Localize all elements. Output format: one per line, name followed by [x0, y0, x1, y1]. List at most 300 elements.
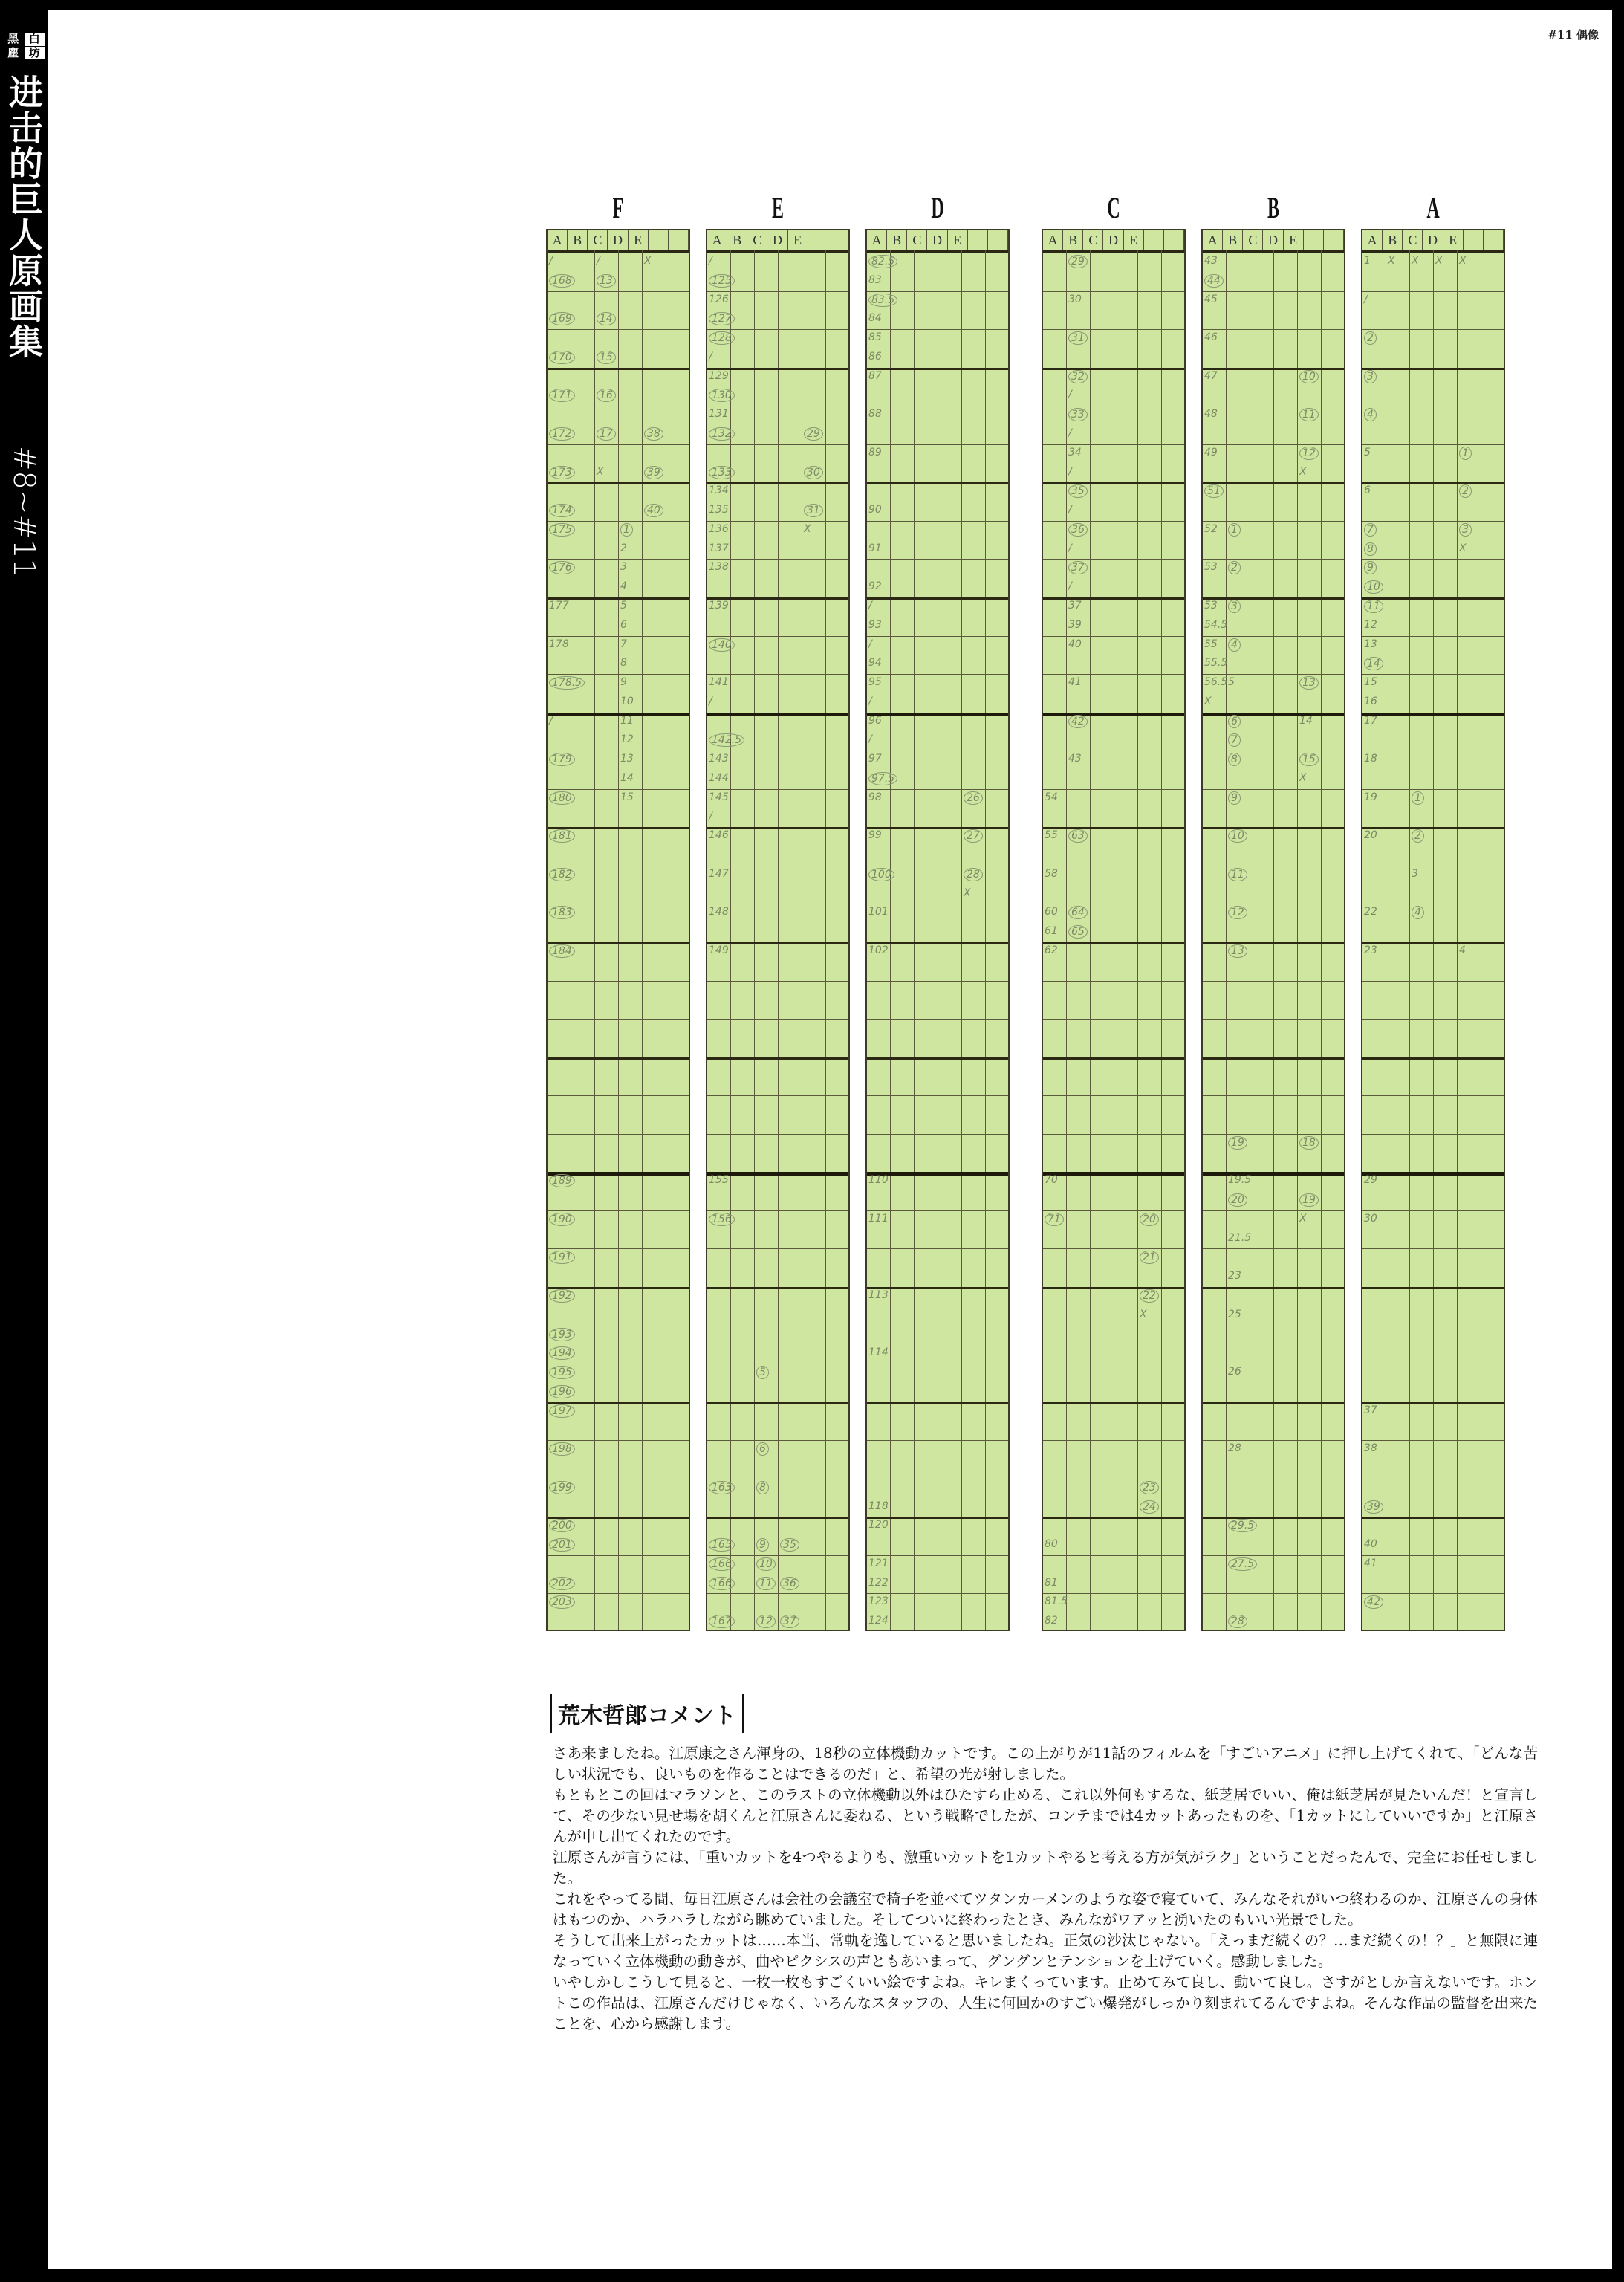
grid-row-line [867, 1555, 1008, 1556]
pencil-annotation: 180 [549, 791, 575, 805]
pencil-annotation: / [1068, 580, 1072, 593]
pencil-annotation: X [1299, 465, 1307, 478]
grid-row-line [1043, 1248, 1184, 1249]
column-header: B [1383, 230, 1403, 250]
pencil-annotation: 5 [620, 600, 627, 612]
book-spine [0, 0, 48, 2282]
sheet-label: F [612, 191, 624, 224]
column-header: A [1362, 230, 1383, 250]
pencil-annotation: 29 [1364, 1174, 1377, 1187]
grid-row-line [867, 713, 1008, 716]
pencil-annotation: / [1068, 504, 1072, 516]
pencil-annotation: 15 [620, 791, 634, 803]
pencil-annotation: 7 [620, 638, 627, 650]
pencil-annotation: 32 [1068, 370, 1088, 383]
grid-row-line [707, 1095, 848, 1096]
pencil-annotation: 2 [1228, 561, 1241, 574]
comment-paragraph: これをやってる間、毎日江原さんは会社の会議室で椅子を並べてツタンカーメンのような姿で寝ていて、みんなそれがいつ終わるのか、江原さんの身体はもつのか、ハラハラしながら眺めていました。そしてついに終わったとき、みんながワアッと湧いたのもいい光景でした。 [553, 1890, 1538, 1928]
pencil-annotation: 51 [1204, 484, 1224, 498]
pencil-annotation: 140 [709, 638, 735, 652]
pencil-annotation: 82.5 [868, 255, 897, 268]
grid-row-line [548, 1440, 689, 1441]
pencil-annotation: 2 [1459, 484, 1472, 498]
column-header [1484, 230, 1504, 250]
grid-row-line [548, 521, 689, 522]
pencil-annotation: 3 [1412, 867, 1418, 880]
grid-row-line [548, 789, 689, 790]
pencil-annotation: / [709, 695, 712, 707]
pencil-annotation: 168 [549, 274, 575, 288]
comment-section [542, 1694, 1538, 2035]
grid-row-line [1043, 1440, 1184, 1441]
grid-row-line [707, 1134, 848, 1135]
pencil-annotation: 127 [709, 312, 735, 325]
publisher-logo [3, 33, 45, 59]
timesheet [546, 229, 690, 1631]
grid-row-line [548, 1287, 689, 1289]
pencil-annotation: 8 [1228, 753, 1241, 766]
pencil-annotation: 3 [620, 561, 627, 574]
column-header: A [707, 230, 727, 250]
pencil-annotation: 17 [597, 427, 616, 441]
grid-row-line [1362, 597, 1504, 600]
pencil-annotation: 8 [756, 1481, 769, 1494]
pencil-annotation: 122 [868, 1576, 889, 1589]
pencil-annotation: 48 [1204, 408, 1218, 421]
grid-row-line [1362, 713, 1504, 716]
grid-row-line [707, 1057, 848, 1060]
grid-row-line [707, 1402, 848, 1404]
column-header: C [1083, 230, 1103, 250]
pencil-annotation: 23 [1228, 1270, 1241, 1283]
sheet-label: A [1426, 191, 1440, 224]
grid-row-line [1043, 1287, 1184, 1289]
grid-row-line [548, 1019, 689, 1020]
grid-row-line [707, 291, 848, 292]
grid-row-line [1203, 981, 1344, 982]
pencil-annotation: 203 [549, 1595, 575, 1609]
pencil-annotation: 42 [1364, 1595, 1383, 1609]
grid-row-line [1203, 444, 1344, 445]
book-title: 进击的巨人原画集 [4, 74, 44, 360]
pencil-annotation: 11 [756, 1577, 776, 1590]
sheet-label: C [1107, 191, 1120, 224]
pencil-annotation: 11 [1228, 868, 1247, 881]
column-header: C [588, 230, 608, 250]
column-header [828, 230, 848, 250]
grid-row-line [1203, 1172, 1344, 1176]
pencil-annotation: 200 [549, 1519, 575, 1532]
pencil-annotation: 131 [709, 408, 729, 421]
pencil-annotation: 147 [709, 867, 729, 880]
grid-row-line [1362, 1172, 1504, 1176]
grid-row-line [1203, 329, 1344, 330]
grid-row-line [1362, 827, 1504, 829]
pencil-annotation: 40 [644, 504, 663, 517]
pencil-annotation: 27 [964, 829, 983, 843]
grid-row-line [707, 1248, 848, 1249]
pencil-annotation: 141 [709, 676, 729, 689]
grid-column-line [778, 250, 779, 1630]
pencil-annotation: 4 [1459, 944, 1466, 956]
grid-row-line [1203, 1210, 1344, 1211]
pencil-annotation: 128 [709, 331, 735, 345]
pencil-annotation: 190 [549, 1213, 575, 1226]
running-head: #11 偶像 [1547, 28, 1599, 42]
pencil-annotation: 172 [549, 427, 575, 441]
pencil-annotation: 14 [1299, 714, 1313, 727]
pencil-annotation: 53 [1204, 561, 1218, 574]
pencil-annotation: X [1204, 695, 1212, 707]
column-header: D [1103, 230, 1123, 250]
pencil-annotation: 28 [964, 868, 983, 881]
grid-row-line [1203, 1134, 1344, 1135]
pencil-annotation: 63 [1068, 829, 1088, 843]
pencil-annotation: 16 [597, 389, 616, 402]
column-header: D [1263, 230, 1283, 250]
grid-row-line [867, 1248, 1008, 1249]
pencil-annotation: 101 [868, 906, 889, 918]
pencil-annotation: 3 [1364, 370, 1377, 383]
grid-row-line [1043, 1210, 1184, 1211]
pencil-annotation: 13 [597, 274, 616, 288]
pencil-annotation: 60 [1045, 906, 1058, 918]
pencil-annotation: X [1459, 255, 1467, 267]
pencil-annotation: 5 [1228, 676, 1235, 689]
pencil-annotation: 178.5 [549, 676, 585, 690]
column-header: D [767, 230, 787, 250]
pencil-annotation: 13 [620, 753, 634, 765]
pencil-annotation: 169 [549, 312, 575, 325]
grid-row-line [548, 674, 689, 675]
pencil-annotation: 39 [1364, 1500, 1383, 1514]
grid-row-line [1043, 521, 1184, 522]
pencil-annotation: 102 [868, 944, 889, 956]
column-header [808, 230, 828, 250]
grid-row-line [548, 1095, 689, 1096]
grid-row-line [548, 636, 689, 637]
grid-row-line [1362, 521, 1504, 522]
grid-row-line [707, 444, 848, 445]
grid-row-line [1043, 559, 1184, 560]
grid-row-line [707, 636, 848, 637]
column-header [669, 230, 689, 250]
pencil-annotation: 12 [1228, 906, 1247, 919]
pencil-annotation: 202 [549, 1577, 575, 1590]
pencil-annotation: 43 [1068, 753, 1082, 765]
pencil-annotation: 15 [597, 351, 616, 364]
pencil-annotation: 10 [620, 695, 634, 707]
pencil-annotation: 6 [1364, 484, 1371, 497]
pencil-annotation: 177 [549, 600, 569, 612]
pencil-annotation: 174 [549, 504, 575, 517]
grid-column-line [1297, 250, 1298, 1630]
pencil-annotation: 29 [804, 427, 823, 441]
grid-row-line [1362, 1019, 1504, 1020]
grid-row-line [548, 827, 689, 829]
grid-row-line [867, 1402, 1008, 1404]
pencil-annotation: 29.5 [1228, 1519, 1257, 1532]
pencil-annotation: 55.5 [1204, 657, 1228, 670]
column-header: B [727, 230, 747, 250]
grid-row-line [1203, 1517, 1344, 1519]
pencil-annotation: 197 [549, 1404, 575, 1418]
grid-row-line [1362, 1402, 1504, 1404]
pencil-annotation: 156 [709, 1213, 735, 1226]
pencil-annotation: 4 [1228, 638, 1241, 652]
column-header: E [788, 230, 808, 250]
pencil-annotation: 80 [1045, 1538, 1058, 1551]
pencil-annotation: 9 [1364, 561, 1377, 574]
pencil-annotation: 20 [1140, 1213, 1159, 1226]
pencil-annotation: 37 [1364, 1404, 1377, 1416]
pencil-annotation: 110 [868, 1174, 889, 1187]
grid-column-line [754, 250, 755, 1630]
grid-row-line [1043, 1019, 1184, 1020]
pencil-annotation: 14 [597, 312, 616, 325]
pencil-annotation: 14 [1364, 657, 1383, 670]
pencil-annotation: 2 [1412, 829, 1424, 843]
grid-row-line [1362, 674, 1504, 675]
grid-row-line [707, 1517, 848, 1519]
pencil-annotation: 28 [1228, 1615, 1247, 1628]
grid-row-line [548, 368, 689, 370]
sheet-label: D [931, 191, 944, 224]
grid-row-line [1362, 1593, 1504, 1594]
grid-row-line [707, 1440, 848, 1441]
grid-row-line [1043, 827, 1184, 829]
grid-row-line [548, 1134, 689, 1135]
grid-row-line [1043, 1057, 1184, 1060]
pencil-annotation: 198 [549, 1442, 575, 1456]
pencil-annotation: 39 [1068, 618, 1082, 631]
pencil-annotation: 10 [1364, 580, 1383, 594]
grid-row-line [1043, 1517, 1184, 1519]
pencil-annotation: / [549, 255, 553, 267]
grid-row-line [1043, 789, 1184, 790]
pencil-annotation: 9 [620, 676, 627, 689]
pencil-annotation: 37 [780, 1615, 799, 1628]
pencil-annotation: 15 [1299, 753, 1319, 766]
pencil-annotation: / [709, 350, 712, 363]
pencil-annotation: 54 [1045, 791, 1058, 803]
grid-row-line [1043, 291, 1184, 292]
grid-column-line [1161, 250, 1162, 1630]
grid-row-line [1203, 368, 1344, 370]
column-header: B [1223, 230, 1243, 250]
grid-row-line [548, 329, 689, 330]
pencil-annotation: 19.5 [1228, 1174, 1252, 1187]
pencil-annotation: 93 [868, 618, 882, 631]
grid-row-line [707, 674, 848, 675]
grid-row-line [1203, 521, 1344, 522]
column-header: C [907, 230, 927, 250]
pencil-annotation: 27.5 [1228, 1557, 1257, 1571]
pencil-annotation: 17 [1364, 714, 1377, 727]
grid-row-line [548, 482, 689, 484]
pencil-annotation: X [644, 255, 652, 267]
pencil-annotation: 189 [549, 1174, 575, 1187]
pencil-annotation: 148 [709, 906, 729, 918]
pencil-annotation: 8 [1364, 542, 1377, 556]
pencil-annotation: 149 [709, 944, 729, 956]
grid-row-line [707, 1593, 848, 1594]
pencil-annotation: 96 [868, 714, 882, 727]
pencil-annotation: 113 [868, 1289, 889, 1301]
pencil-annotation: 10 [756, 1557, 776, 1571]
pencil-annotation: 21 [1140, 1251, 1159, 1264]
grid-column-line [730, 250, 731, 1630]
grid-row-line [867, 789, 1008, 790]
grid-row-line [1362, 789, 1504, 790]
grid-row-line [1043, 942, 1184, 944]
grid-row-line [1043, 1172, 1184, 1176]
pencil-annotation: 181 [549, 829, 575, 843]
pencil-annotation: 37 [1068, 561, 1088, 574]
column-header [1164, 230, 1184, 250]
pencil-annotation: 20 [1228, 1193, 1247, 1207]
sheet-label: E [771, 191, 785, 224]
grid-column-line [1457, 250, 1458, 1630]
grid-row-line [1203, 674, 1344, 675]
grid-row-line [867, 1210, 1008, 1211]
pencil-annotation: 38 [1364, 1442, 1377, 1455]
grid-row-line [1043, 1095, 1184, 1096]
pencil-annotation: 1 [1412, 791, 1424, 805]
pencil-annotation: 31 [1068, 331, 1088, 345]
comment-paragraph: もともとこの回はマラソンと、このラストの立体機動以外はひたすら止める、これ以外何もするな、紙芝居でいい、俺は紙芝居が見たいんだ！と宣言して、その少ない見せ場を胡くんと江原さんに委ねる、という戦略でしたが、コンテまでは4カットあったものを、「1カットにしていいですか」と江原さんが申し出てくれたのです。 [553, 1786, 1538, 1845]
comment-paragraph: いやしかしこうして見ると、一枚一枚もすごくいい絵ですよね。キレまくっています。止めてみて良し、動いて良し。さすがとしか言えないです。ホントこの作品は、江原さんだけじゃなく、いろんなスタッフの、人生に何回かのすごい爆発がしっかり刻まれてるんですよね。そんな作品の監督を出来たことを、心から感謝します。 [553, 1974, 1538, 2032]
column-header: A [1203, 230, 1223, 250]
grid-row-line [1362, 1287, 1504, 1289]
grid-row-line [1362, 482, 1504, 484]
grid-row-line [1362, 1440, 1504, 1441]
pencil-annotation: 19 [1299, 1193, 1319, 1207]
pencil-annotation: 23 [1140, 1481, 1159, 1494]
pencil-annotation: 39 [644, 466, 663, 479]
pencil-annotation: 19 [1228, 1136, 1247, 1150]
pencil-annotation: 144 [709, 772, 729, 784]
pencil-annotation: 23 [1364, 944, 1377, 956]
pencil-annotation: 3 [1228, 600, 1241, 613]
comment-body [542, 1743, 1538, 2035]
column-header: C [1243, 230, 1263, 250]
pencil-annotation: 38 [644, 427, 663, 441]
column-header [649, 230, 669, 250]
grid-row-line [867, 597, 1008, 600]
grid-row-line [867, 1134, 1008, 1135]
pencil-annotation: 98 [868, 791, 882, 803]
pencil-annotation: 19 [1364, 791, 1377, 803]
timesheet [1201, 229, 1345, 1631]
logo-char: 黑 [3, 33, 24, 46]
grid-column-line [618, 250, 619, 1630]
pencil-annotation: 31 [804, 504, 823, 517]
pencil-annotation: 124 [868, 1615, 889, 1627]
pencil-annotation: 132 [709, 427, 735, 441]
grid-row-line [867, 636, 1008, 637]
grid-row-line [1043, 482, 1184, 484]
pencil-annotation: 36 [1068, 523, 1088, 537]
pencil-annotation: 178 [549, 638, 569, 650]
column-header [968, 230, 988, 250]
pencil-annotation: 95 [868, 676, 882, 689]
timesheet [1042, 229, 1186, 1631]
pencil-annotation: 5 [756, 1366, 769, 1379]
pencil-annotation: 120 [868, 1519, 889, 1531]
grid-row-line [548, 1517, 689, 1519]
grid-row-line [867, 1593, 1008, 1594]
pencil-annotation: 12 [1364, 618, 1377, 631]
grid-row-line [707, 713, 848, 716]
grid-row-line [1043, 636, 1184, 637]
grid-row-line [1203, 1555, 1344, 1556]
grid-row-line [867, 1095, 1008, 1096]
pencil-annotation: 11 [620, 714, 634, 727]
grid-row-line [867, 827, 1008, 829]
pencil-annotation: 85 [868, 331, 882, 344]
pencil-annotation: 26 [1228, 1366, 1241, 1378]
pencil-annotation: 196 [549, 1385, 575, 1398]
pencil-annotation: 9 [1228, 791, 1241, 805]
pencil-annotation: 1 [1459, 447, 1472, 460]
pencil-annotation: 114 [868, 1346, 889, 1359]
pencil-annotation: 163 [709, 1481, 735, 1494]
comment-paragraph: そうして出来上がったカットは……本当、常軌を逸していると思いましたね。正気の沙汰じゃない。「えっまだ続くの？…まだ続くの！？」と無限に連なっていく立体機動の動きが、曲やピクシスの声ともあいまって、グングンとテンションを上げていく。感動しました。 [553, 1932, 1538, 1970]
pencil-annotation: 133 [709, 466, 735, 479]
pencil-annotation: 3 [1459, 523, 1472, 537]
pencil-annotation: 99 [868, 829, 882, 842]
grid-row-line [707, 981, 848, 982]
column-header: A [1043, 230, 1063, 250]
pencil-annotation: 30 [1068, 293, 1082, 305]
pencil-annotation: 36 [780, 1577, 799, 1590]
pencil-annotation: 34 [1068, 446, 1082, 458]
pencil-annotation: 183 [549, 906, 575, 919]
pencil-annotation: 192 [549, 1289, 575, 1303]
pencil-annotation: 1 [620, 523, 633, 537]
pencil-annotation: X [1412, 255, 1419, 267]
comment-paragraph: 江原さんが言うには、「重いカットを4つやるよりも、激重いカットを1カットやると考える方が気がラク」ということだったんで、完全にお任せしました。 [553, 1849, 1538, 1887]
episode-range: #8~#11 [7, 446, 41, 577]
grid-row-line [1203, 1287, 1344, 1289]
pencil-annotation: 44 [1204, 274, 1224, 288]
pencil-annotation: 155 [709, 1174, 729, 1187]
pencil-annotation: 142.5 [709, 733, 744, 747]
grid-row-line [1362, 559, 1504, 560]
pencil-annotation: 37 [1068, 600, 1082, 612]
column-header: E [1443, 230, 1464, 250]
pencil-annotation: 94 [868, 657, 882, 670]
grid-row-line [867, 482, 1008, 484]
grid-row-line [707, 521, 848, 522]
sheet-label: B [1267, 191, 1280, 224]
grid-row-line [867, 444, 1008, 445]
grid-row-line [1203, 713, 1344, 716]
pencil-annotation: / [868, 600, 872, 612]
grid-row-line [867, 291, 1008, 292]
pencil-annotation: X [1435, 255, 1443, 267]
pencil-annotation: 81 [1045, 1576, 1058, 1589]
pencil-annotation: 130 [709, 389, 735, 402]
logo-char: 白 [25, 33, 45, 46]
grid-row-line [867, 521, 1008, 522]
grid-row-line [1362, 329, 1504, 330]
grid-row-line [1203, 942, 1344, 944]
pencil-annotation: 40 [1068, 638, 1082, 650]
pencil-annotation: X [1140, 1308, 1147, 1320]
grid-row-line [1043, 444, 1184, 445]
